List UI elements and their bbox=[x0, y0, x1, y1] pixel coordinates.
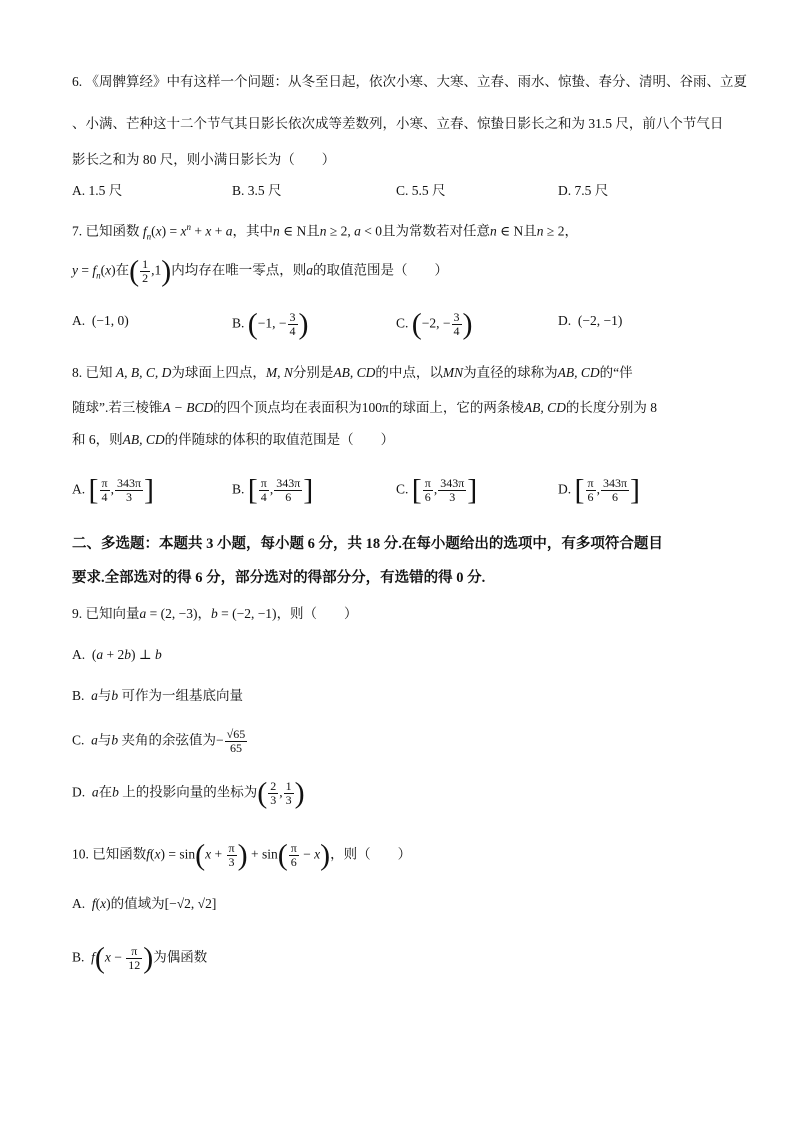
section2-title-line2: 要求.全部选对的得 6 分，部分选对的得部分分，有选错的得 0 分. bbox=[72, 570, 486, 586]
q6-option-c: C. 5.5 尺 bbox=[396, 183, 446, 198]
q7-text-3: 且 bbox=[306, 223, 320, 239]
q9-option-a: A. (a + 2b) ⊥ b bbox=[72, 647, 162, 662]
q6-line1: 6. 《周髀算经》中有这样一个问题：从冬至日起，依次小寒、大寒、立春、雨水、惊蛰、春分、清明、谷雨、立夏 bbox=[72, 74, 747, 89]
q7-option-a: A. (−1, 0) bbox=[72, 313, 129, 328]
q7-text-8: 内均存在唯一零点，则 bbox=[171, 262, 307, 278]
q7-text-5: 且 bbox=[523, 223, 537, 239]
q8-option-b: B. [ $\frac{\pi}{4}$ , $\frac{343\pi}{6}$ ] bbox=[232, 473, 314, 507]
q7-line2: $y = f_n(x)$在( $\frac{1}{2}$ ,1)内均存在唯一零点，则a的取值范围是（ ） bbox=[72, 254, 449, 288]
q7-text-7: 在 bbox=[115, 262, 130, 278]
q7-text-2: ，其中 bbox=[232, 223, 273, 239]
q8-line3: 和 6，则AB, CD的伴随球的体积的取值范围是（ ） bbox=[72, 432, 395, 447]
q6-line3: 影长之和为 80 尺，则小满日影长为（ ） bbox=[72, 152, 336, 167]
q7-text-6: ， bbox=[564, 223, 578, 239]
q8-line1: 8. 已知 A, B, C, D为球面上四点，M, N分别是AB, CD的中点，以MN为直径的球称为AB, CD的“伴 bbox=[72, 365, 633, 380]
q7-text-9: 的取值范围是（ ） bbox=[313, 262, 449, 278]
q10-option-a: A. f(x)的值域为[−√2, √2] bbox=[72, 896, 217, 911]
section2-title-line1: 二、多选题：本题共 3 小题，每小题 6 分，共 18 分.在每小题给出的选项中，有多项符合题目 bbox=[72, 536, 663, 552]
q7-formula-f: $f_n$ bbox=[142, 223, 152, 242]
q9-option-b: B. a与b 可作为一组基底向量 bbox=[72, 688, 244, 703]
q6-option-d: D. 7.5 尺 bbox=[558, 183, 609, 198]
q7-text-4: 且为常数若对任意 bbox=[382, 223, 491, 239]
q7-option-b: B. (−1, − $\frac{3}{4}$ ) bbox=[232, 307, 309, 341]
q8-option-d: D. [ $\frac{\pi}{6}$ , $\frac{343\pi}{6}$ ] bbox=[558, 473, 640, 507]
q6-line2: 、小满、芒种这十二个节气其日影长依次成等差数列，小寒、立春、惊蛰日影长之和为 31.5 尺，前八个节气日 bbox=[72, 116, 724, 131]
q8-option-a: A. [ $\frac{\pi}{4}$ , $\frac{343\pi}{3}$ ] bbox=[72, 473, 154, 507]
q6-option-a: A. 1.5 尺 bbox=[72, 183, 123, 198]
q10-option-b: B. f(x − $\frac{\pi}{12}$ )为偶函数 bbox=[72, 941, 208, 975]
q9-line1: 9. 已知向量a = (2, −3)，b = (−2, −1)，则（ ） bbox=[72, 606, 358, 621]
q9-option-d: D. a在b 上的投影向量的坐标为( $\frac{2}{3}$ , $\frac{1}{3}$ ) bbox=[72, 776, 305, 810]
q7-option-d: D. (−2, −1) bbox=[558, 313, 623, 328]
q7-option-c: C. (−2, − $\frac{3}{4}$ ) bbox=[396, 307, 473, 341]
q9-option-c: C. a与b 夹角的余弦值为− $\frac{√65}{65}$ bbox=[72, 727, 246, 755]
q7-text-1: 7. 已知函数 bbox=[72, 223, 140, 239]
q8-option-c: C. [ $\frac{\pi}{6}$ , $\frac{343\pi}{3}$ ] bbox=[396, 473, 478, 507]
q7-line1: 7. 已知函数 $f_n(x) = x^n + x + a$，其中n ∈ N且n ≥ 2, a < 0且为常数若对任意n ∈ N且n ≥ 2， bbox=[72, 222, 578, 242]
q8-line2: 随球”.若三棱锥A − BCD的四个顶点均在表面积为100π的球面上，它的两条棱AB, CD的长度分别为 8 bbox=[72, 400, 657, 415]
q6-option-b: B. 3.5 尺 bbox=[232, 183, 282, 198]
q10-line1: 10. 已知函数f(x) = sin(x + $\frac{\pi}{3}$ ) + sin( $\frac{\pi}{6}$ − x)，则（ ） bbox=[72, 838, 412, 872]
